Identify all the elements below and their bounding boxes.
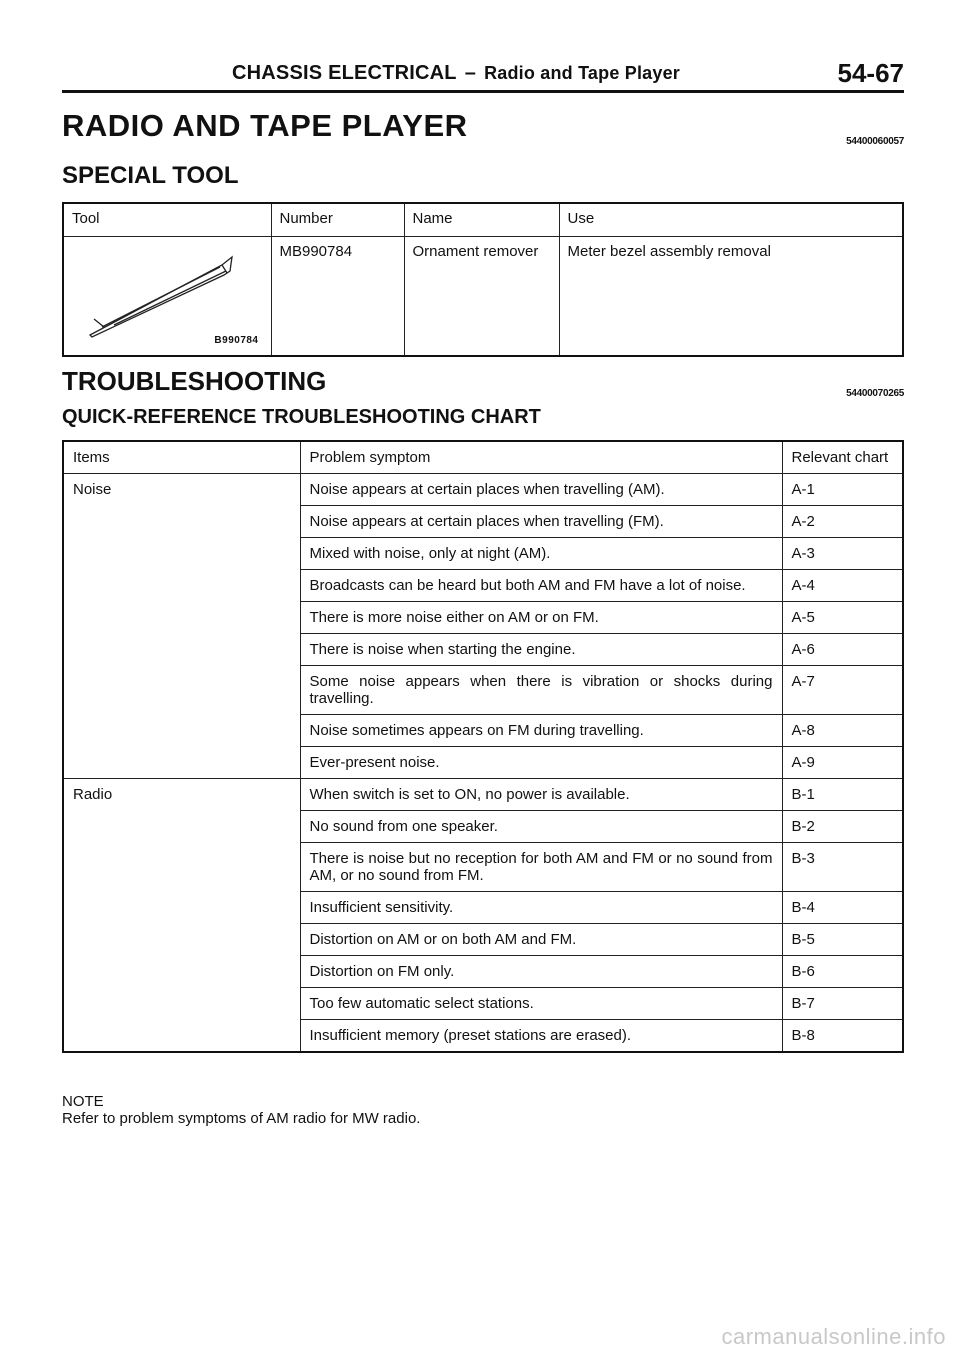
row-item bbox=[63, 956, 300, 988]
row-chart: A-6 bbox=[782, 634, 903, 666]
row-chart: A-1 bbox=[782, 474, 903, 506]
row-item bbox=[63, 634, 300, 666]
note-label: NOTE bbox=[62, 1093, 104, 1110]
row-item bbox=[63, 988, 300, 1020]
row-symptom: Noise appears at certain places when travelling (AM). bbox=[300, 474, 782, 506]
table-row bbox=[63, 1020, 903, 1053]
special-tool-title: SPECIAL TOOL bbox=[62, 162, 239, 189]
main-title: RADIO AND TAPE PLAYER bbox=[62, 108, 468, 143]
row-item bbox=[63, 570, 300, 602]
number-header: Number bbox=[271, 203, 404, 237]
table-row bbox=[63, 715, 903, 747]
row-item: Noise bbox=[63, 474, 300, 506]
page-header bbox=[62, 60, 904, 94]
row-symptom: Some noise appears when there is vibration or shocks during travelling. bbox=[300, 666, 782, 715]
row-symptom: Distortion on AM or on both AM and FM. bbox=[300, 924, 782, 956]
chart-title: QUICK-REFERENCE TROUBLESHOOTING CHART bbox=[62, 406, 541, 428]
row-symptom: Insufficient memory (preset stations are erased). bbox=[300, 1020, 782, 1053]
row-chart: B-5 bbox=[782, 924, 903, 956]
table-row bbox=[63, 779, 903, 811]
header-separator: – bbox=[464, 62, 477, 84]
table-row bbox=[63, 956, 903, 988]
troubleshooting-title: TROUBLESHOOTING bbox=[62, 366, 327, 396]
row-symptom: Distortion on FM only. bbox=[300, 956, 782, 988]
row-item bbox=[63, 715, 300, 747]
row-item bbox=[63, 811, 300, 843]
row-item bbox=[63, 747, 300, 779]
table-row bbox=[63, 506, 903, 538]
row-chart: A-5 bbox=[782, 602, 903, 634]
special-tool-table bbox=[62, 202, 904, 357]
tool-use: Meter bezel assembly removal bbox=[559, 237, 903, 357]
table-row bbox=[63, 634, 903, 666]
ts-table-header bbox=[63, 441, 903, 474]
tool-row bbox=[63, 237, 903, 357]
row-item bbox=[63, 666, 300, 715]
row-symptom: Noise appears at certain places when travelling (FM). bbox=[300, 506, 782, 538]
row-chart: B-8 bbox=[782, 1020, 903, 1053]
row-chart: A-7 bbox=[782, 666, 903, 715]
table-row bbox=[63, 924, 903, 956]
row-item bbox=[63, 892, 300, 924]
row-chart: B-6 bbox=[782, 956, 903, 988]
row-chart: B-2 bbox=[782, 811, 903, 843]
items-header: Items bbox=[63, 441, 300, 474]
row-chart: B-1 bbox=[782, 779, 903, 811]
row-symptom: When switch is set to ON, no power is available. bbox=[300, 779, 782, 811]
tool-image-cell bbox=[63, 237, 271, 357]
row-chart: A-8 bbox=[782, 715, 903, 747]
row-symptom: Too few automatic select stations. bbox=[300, 988, 782, 1020]
row-chart: B-7 bbox=[782, 988, 903, 1020]
tool-header: Tool bbox=[63, 203, 271, 237]
table-row bbox=[63, 843, 903, 892]
row-symptom: There is more noise either on AM or on FM. bbox=[300, 602, 782, 634]
tool-image-label: B990784 bbox=[214, 335, 259, 346]
row-symptom: Insufficient sensitivity. bbox=[300, 892, 782, 924]
header-subsection: Radio and Tape Player bbox=[484, 63, 680, 83]
troubleshooting-table bbox=[62, 440, 904, 1053]
row-item bbox=[63, 924, 300, 956]
tool-number: MB990784 bbox=[271, 237, 404, 357]
row-item bbox=[63, 602, 300, 634]
watermark: carmanualsonline.info bbox=[721, 1324, 946, 1349]
table-row bbox=[63, 892, 903, 924]
row-chart: A-2 bbox=[782, 506, 903, 538]
row-symptom: Ever-present noise. bbox=[300, 747, 782, 779]
row-chart: A-9 bbox=[782, 747, 903, 779]
table-row bbox=[63, 474, 903, 506]
table-row bbox=[63, 538, 903, 570]
row-symptom: No sound from one speaker. bbox=[300, 811, 782, 843]
row-item: Radio bbox=[63, 779, 300, 811]
row-item bbox=[63, 843, 300, 892]
symptom-header: Problem symptom bbox=[300, 441, 782, 474]
name-header: Name bbox=[404, 203, 559, 237]
row-chart: A-3 bbox=[782, 538, 903, 570]
main-title-code: 54400060057 bbox=[846, 136, 904, 147]
ornament-remover-illustration bbox=[82, 245, 262, 345]
note-block bbox=[62, 1093, 420, 1127]
table-row bbox=[63, 747, 903, 779]
row-symptom: There is noise when starting the engine. bbox=[300, 634, 782, 666]
header-section: CHASSIS ELECTRICAL bbox=[232, 62, 457, 84]
table-row bbox=[63, 811, 903, 843]
chart-header: Relevant chart bbox=[782, 441, 903, 474]
use-header: Use bbox=[559, 203, 903, 237]
table-row bbox=[63, 570, 903, 602]
header-rule bbox=[62, 90, 904, 93]
table-row bbox=[63, 988, 903, 1020]
row-symptom: There is noise but no reception for both AM and FM or no sound from AM, or no sound from FM. bbox=[300, 843, 782, 892]
note-text: Refer to problem symptoms of AM radio for MW radio. bbox=[62, 1110, 421, 1127]
row-chart: B-3 bbox=[782, 843, 903, 892]
row-item bbox=[63, 538, 300, 570]
tool-name: Ornament remover bbox=[404, 237, 559, 357]
table-row bbox=[63, 602, 903, 634]
row-item bbox=[63, 506, 300, 538]
tool-table-header bbox=[63, 203, 903, 237]
troubleshooting-code: 54400070265 bbox=[846, 388, 904, 399]
row-symptom: Noise sometimes appears on FM during travelling. bbox=[300, 715, 782, 747]
header-section-title bbox=[232, 62, 680, 85]
row-item bbox=[63, 1020, 300, 1053]
row-symptom: Broadcasts can be heard but both AM and FM have a lot of noise. bbox=[300, 570, 782, 602]
page-number: 54-67 bbox=[837, 58, 904, 88]
row-chart: B-4 bbox=[782, 892, 903, 924]
table-row bbox=[63, 666, 903, 715]
row-chart: A-4 bbox=[782, 570, 903, 602]
row-symptom: Mixed with noise, only at night (AM). bbox=[300, 538, 782, 570]
